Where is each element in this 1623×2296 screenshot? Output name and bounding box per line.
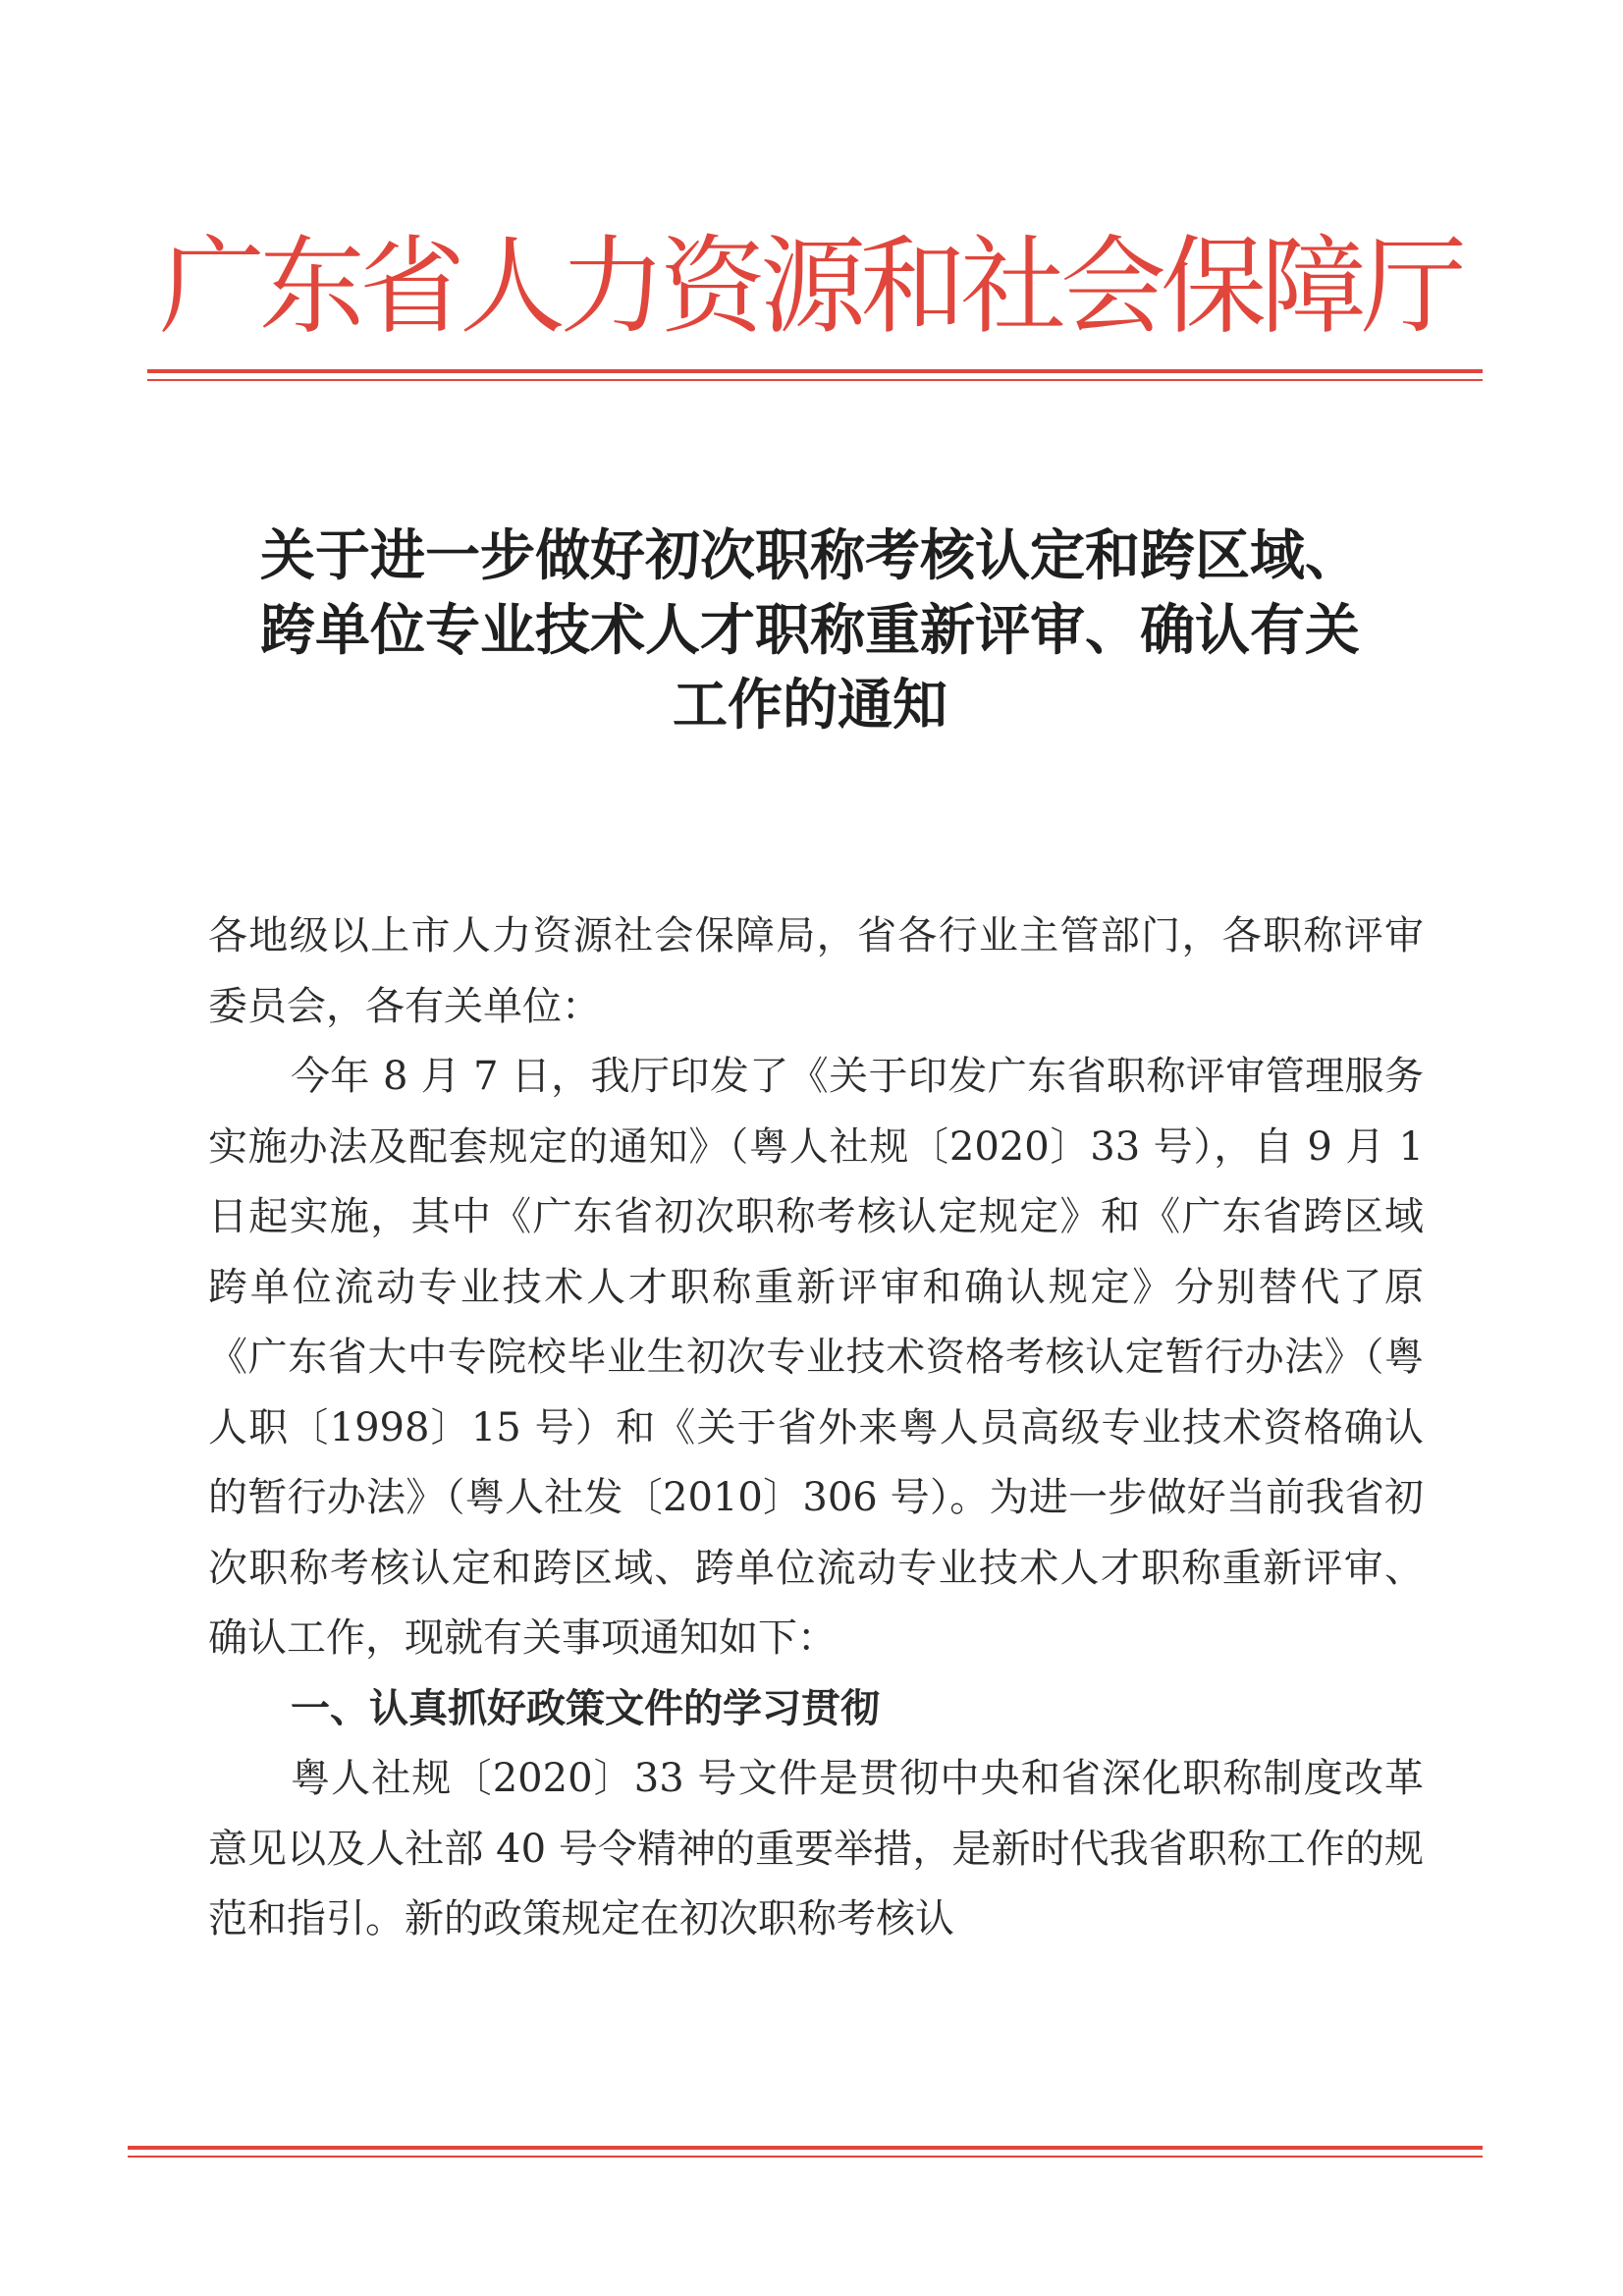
footer-red-rule: [128, 2146, 1483, 2150]
letterhead-red-rule: [147, 369, 1483, 373]
document-title-line-2: 跨单位专业技术人才职称重新评审、确认有关: [260, 598, 1360, 663]
document-title-line-1: 关于进一步做好初次职称考核认定和跨区域、: [260, 523, 1360, 588]
salutation: 各地级以上市人力资源社会保障局，省各行业主管部门，各职称评审委员会，各有关单位：: [208, 913, 1424, 1029]
footer-red-rule-thin: [128, 2156, 1483, 2158]
paragraph-intro: 今年 8 月 7 日，我厅印发了《关于印发广东省职称评审管理服务实施办法及配套规定的通知》（粤人社规〔2020〕33 号），自 9 月 1 日起实施，其中《广东省初次职称考核认定规定》和《广东省跨区域跨单位流动专业技术人才职称重新评审和确认规定》分别替代了原《广东省大中专院校毕业生初次专业技术资格考核认定暂行办法》（粤人职〔1998〕15 号）和《关于省外来粤人员高级专业技术资格确认的暂行办法》（粤人社发〔2010〕306 号）。为进一步做好当前我省初次职称考核认定和跨区域、跨单位流动专业技术人才职称重新评审、确认工作，现就有关事项通知如下：: [208, 1054, 1424, 1661]
document-title-line-3: 工作的通知: [673, 673, 947, 738]
letterhead-red-rule-thin: [147, 379, 1483, 381]
document-title: [196, 519, 1424, 742]
letterhead-org-name: 广东省人力资源和社会保障厅: [158, 226, 1461, 349]
document-body: [208, 902, 1424, 1955]
section-heading-1: 一、认真抓好政策文件的学习贯彻: [291, 1685, 880, 1731]
paragraph-section-1: 粤人社规〔2020〕33 号文件是贯彻中央和省深化职称制度改革意见以及人社部 40 号令精神的重要举措，是新时代我省职称工作的规范和指引。新的政策规定在初次职称考核认: [208, 1756, 1424, 1941]
